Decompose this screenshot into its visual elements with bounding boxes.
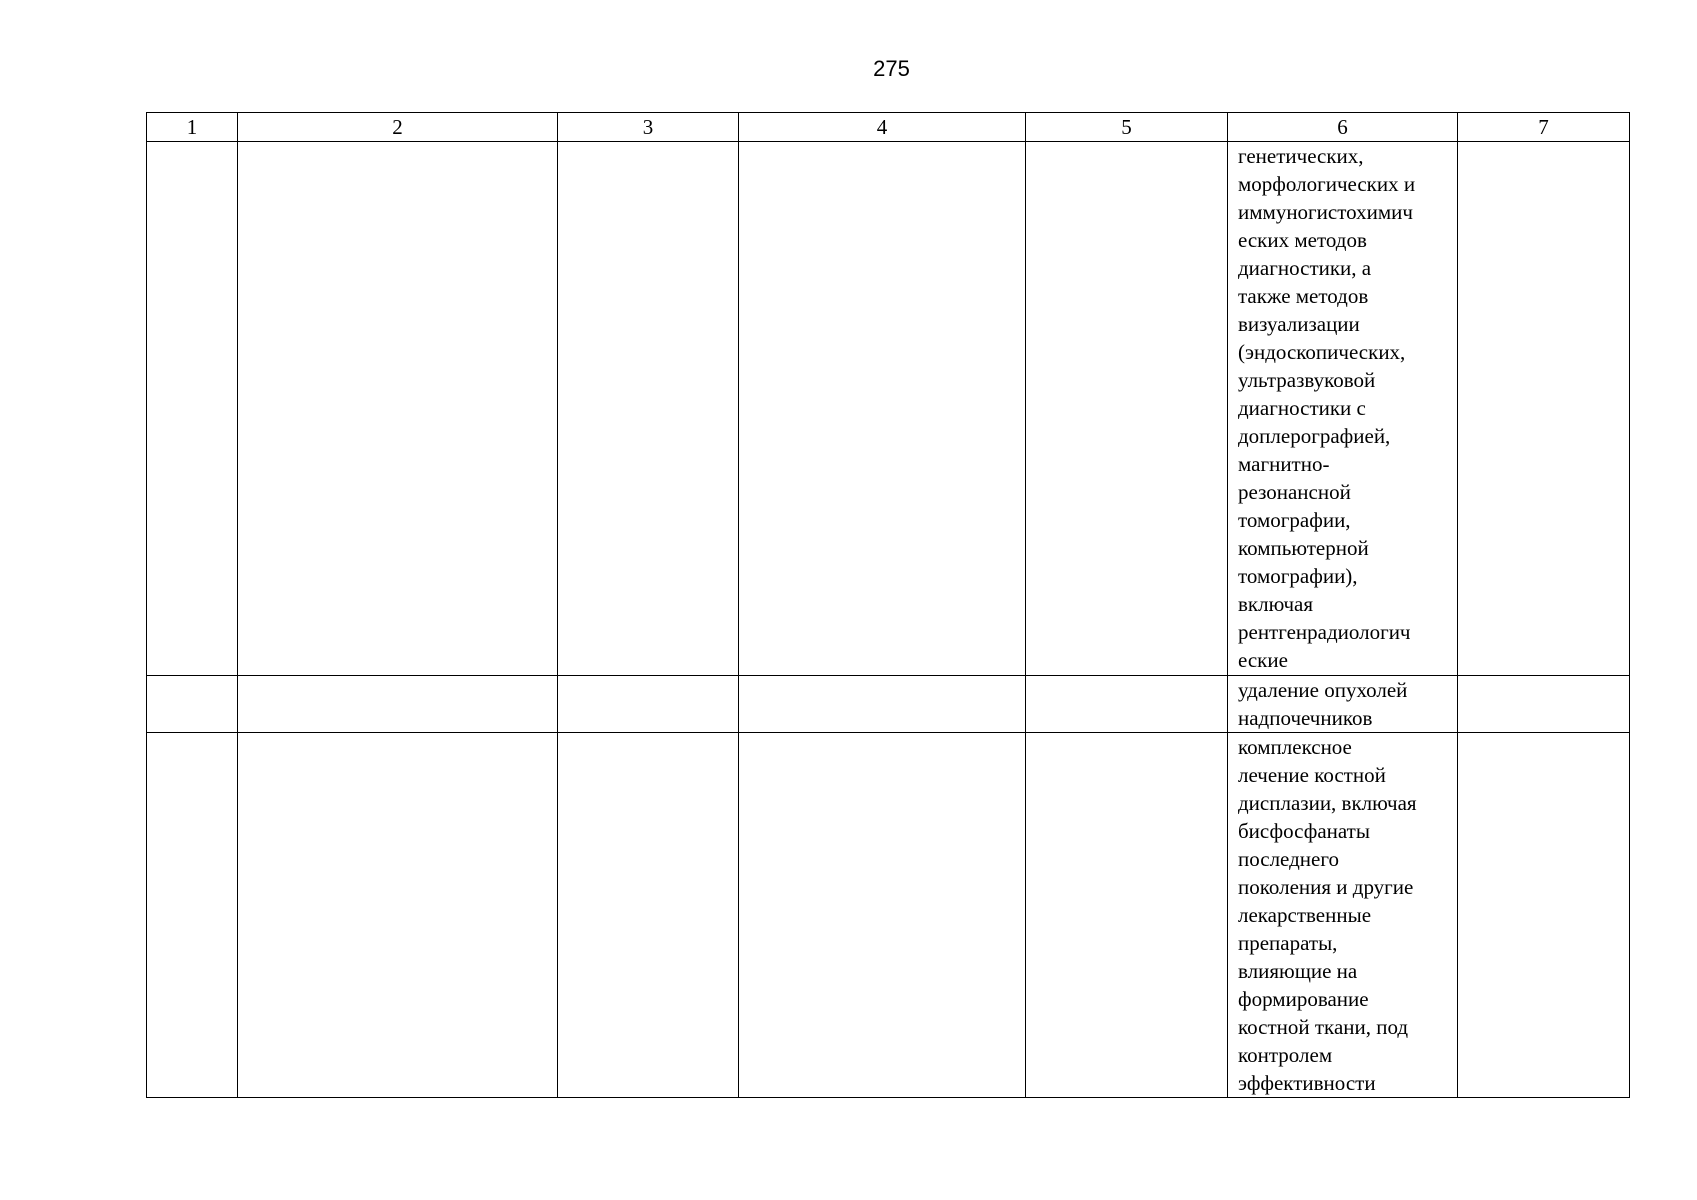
table-cell-col6 bbox=[1228, 142, 1458, 676]
table-cell bbox=[558, 676, 739, 733]
cell-text: комплексное лечение костной дисплазии, включая бисфосфанаты последнего поколения и другие лекарственные препараты, влияющие на формирование костной ткани, под контролем эффективности bbox=[1238, 735, 1417, 1095]
page-number: 275 bbox=[873, 56, 910, 81]
table-row bbox=[147, 142, 1630, 676]
table-row bbox=[147, 676, 1630, 733]
column-header-3: 3 bbox=[558, 113, 739, 142]
column-header-6: 6 bbox=[1228, 113, 1458, 142]
table-cell-col6 bbox=[1228, 733, 1458, 1098]
table-cell bbox=[238, 676, 558, 733]
column-header-7: 7 bbox=[1458, 113, 1630, 142]
table-cell bbox=[1026, 733, 1228, 1098]
table-cell bbox=[558, 733, 739, 1098]
table-cell bbox=[558, 142, 739, 676]
table-cell bbox=[739, 733, 1026, 1098]
cell-text: генетических, морфологических и иммуногистохимич еских методов диагностики, а также методов визуализации (эндоскопических, ультразвуковой диагностики с доплерографией, магнитно- резонансной томографии, компьютерной томографии), включая рентгенрадиологич еские bbox=[1238, 144, 1416, 672]
table-cell bbox=[147, 142, 238, 676]
table-cell bbox=[1026, 676, 1228, 733]
table-cell bbox=[238, 142, 558, 676]
table-cell bbox=[739, 676, 1026, 733]
table-cell bbox=[238, 733, 558, 1098]
cell-text: удаление опухолей надпочечников bbox=[1238, 678, 1408, 730]
table-cell bbox=[1458, 733, 1630, 1098]
table-row bbox=[147, 733, 1630, 1098]
table-cell bbox=[739, 142, 1026, 676]
table-cell bbox=[1458, 142, 1630, 676]
table-cell-col6 bbox=[1228, 676, 1458, 733]
data-table bbox=[146, 112, 1630, 1098]
table-cell bbox=[1026, 142, 1228, 676]
column-header-5: 5 bbox=[1026, 113, 1228, 142]
table-header-row bbox=[147, 113, 1630, 142]
column-header-2: 2 bbox=[238, 113, 558, 142]
table-cell bbox=[1458, 676, 1630, 733]
table-cell bbox=[147, 676, 238, 733]
column-header-1: 1 bbox=[147, 113, 238, 142]
column-header-4: 4 bbox=[739, 113, 1026, 142]
table-cell bbox=[147, 733, 238, 1098]
